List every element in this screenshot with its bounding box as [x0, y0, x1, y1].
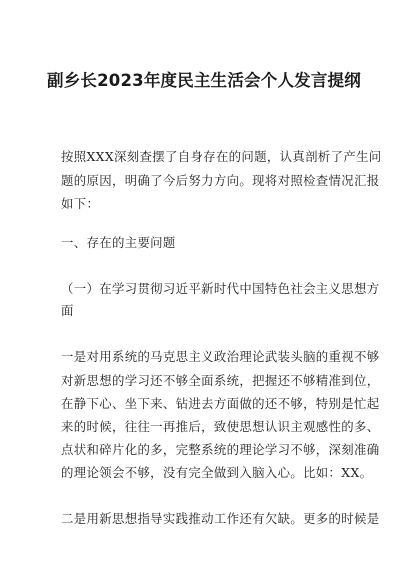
intro-line-3: 如下：	[61, 196, 100, 211]
document-title: 副乡长2023年度民主生活会个人发言提纲	[47, 71, 361, 90]
point1-line-2: 对新思想的学习还不够全面系统，把握还不够精准到位，	[61, 373, 380, 388]
subsection-heading-line-2: 面	[61, 303, 74, 318]
point1-line-5: 点状和碎片化的多，完整系统的理论学习不够，深刻准确	[61, 442, 380, 457]
subsection-heading-line-1: （一）在学习贯彻习近平新时代中国特色社会主义思想方	[61, 281, 380, 296]
intro-line-1: 按照XXX深刻查摆了自身存在的问题，认真剖析了产生问	[61, 149, 382, 164]
point1-line-4: 来的时候，往往一再推后，致使思想认识主观感性的多、	[61, 419, 380, 434]
point2-line-1: 二是用新思想指导实践推动工作还有欠缺。更多的时候是	[61, 511, 380, 526]
intro-line-2: 题的原因，明确了今后努力方向。现将对照检查情况汇报	[61, 173, 380, 188]
point1-line-3: 在静下心、坐下来、钻进去方面做的还不够，特别是忙起	[61, 396, 380, 411]
section-heading: 一、存在的主要问题	[61, 235, 176, 250]
point1-line-1: 一是对用系统的马克思主义政治理论武装头脑的重视不够	[61, 349, 380, 364]
point1-line-6: 的理论领会不够，没有完全做到入脑入心。比如：XX。	[61, 465, 373, 480]
